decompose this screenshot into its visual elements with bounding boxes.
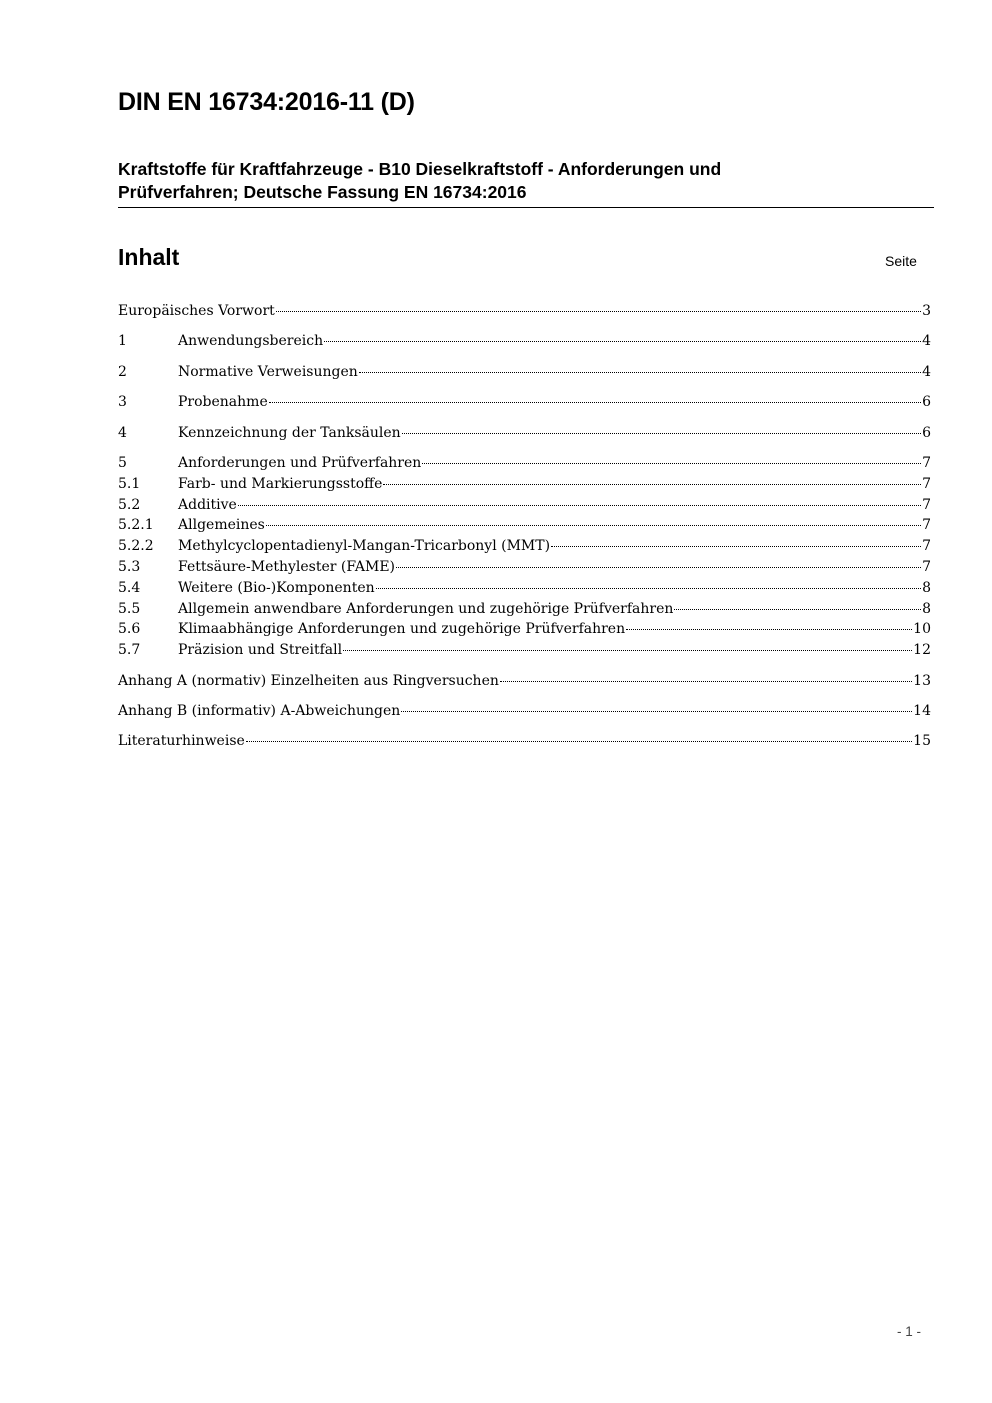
toc-entry-number: 5.6 (118, 621, 141, 638)
page-number-footer: - 1 - (897, 1324, 922, 1339)
toc-entry-number: 2 (118, 363, 127, 380)
toc-entry-title: Farb- und Markierungsstoffe (178, 475, 383, 492)
toc-entry-page: 6 (922, 394, 931, 411)
toc-entry-number: 5.7 (118, 642, 141, 659)
toc-entry-number: 5.2 (118, 496, 141, 513)
toc-entry-title: Kennzeichnung der Tanksäulen (178, 424, 401, 441)
toc-entry-page: 7 (922, 517, 931, 534)
toc-dot-leader (359, 371, 921, 373)
toc-entry[interactable] (118, 423, 931, 444)
toc-dot-leader (269, 401, 921, 403)
toc-dot-leader (266, 524, 921, 526)
toc-entry-page: 4 (922, 333, 931, 350)
toc-heading: Inhalt (118, 244, 180, 270)
toc-entry-title: Methylcyclopentadienyl-Mangan-Tricarbonyl (MMT) (178, 538, 551, 555)
toc-entry-title: Klimaabhängige Anforderungen und zugehörige Prüfverfahren (178, 621, 626, 638)
toc-entry-number: 5 (118, 454, 127, 471)
toc-entry[interactable] (118, 474, 931, 495)
toc-entry-title: Allgemeines (178, 517, 265, 534)
toc-entry-number: 1 (118, 333, 127, 350)
toc-entry-page: 8 (922, 600, 931, 617)
toc-dot-leader (500, 680, 912, 682)
toc-dot-leader (396, 566, 921, 568)
toc-dot-leader (402, 432, 921, 434)
toc-entry-page: 3 (922, 303, 931, 319)
toc-entry-number: 5.1 (118, 475, 141, 492)
toc-entry[interactable] (118, 536, 931, 557)
toc-entry[interactable] (118, 331, 931, 352)
document-title: DIN EN 16734:2016-11 (D) (118, 88, 415, 116)
toc-entry-page: 7 (922, 496, 931, 513)
toc-entry-page: 12 (913, 642, 931, 659)
toc-dot-leader (551, 545, 921, 547)
toc-entry-page: 6 (922, 424, 931, 441)
toc-dot-leader (422, 462, 921, 464)
toc-entry-page: 10 (913, 621, 931, 638)
toc-entry-number: 5.3 (118, 558, 141, 575)
toc-entry-page: 7 (922, 538, 931, 555)
toc-dot-leader (246, 740, 912, 742)
toc-entry[interactable] (118, 301, 931, 322)
toc-dot-leader (276, 310, 921, 312)
toc-entry-title: Literaturhinweise (118, 733, 245, 750)
toc-entry[interactable] (118, 578, 931, 599)
document-subtitle-line-2: Prüfverfahren; Deutsche Fassung EN 16734:2016 (118, 182, 527, 202)
toc-entry[interactable] (118, 362, 931, 383)
toc-entry-title: Anhang A (normativ) Einzelheiten aus Ringversuchen (118, 672, 499, 689)
toc-entry-title: Anwendungsbereich (178, 333, 324, 350)
toc-entry-title: Allgemein anwendbare Anforderungen und zugehörige Prüfverfahren (178, 600, 674, 617)
toc-entry-title: Weitere (Bio-)Komponenten (178, 579, 375, 596)
toc-entry-page: 13 (913, 672, 931, 689)
toc-entry[interactable] (118, 640, 931, 661)
toc-entry-title: Anforderungen und Prüfverfahren (178, 454, 422, 471)
toc-entry-title: Additive (178, 496, 237, 513)
toc-entry-page: 8 (922, 579, 931, 596)
toc-dot-leader (324, 340, 921, 342)
table-of-contents (118, 301, 931, 752)
toc-entry-title: Präzision und Streitfall (178, 642, 343, 659)
toc-entry[interactable] (118, 495, 931, 516)
toc-entry[interactable] (118, 671, 931, 692)
toc-entry-number: 5.2.2 (118, 538, 154, 555)
toc-entry-title: Probenahme (178, 394, 268, 411)
toc-entry[interactable] (118, 557, 931, 578)
document-subtitle (118, 158, 934, 208)
toc-entry-title: Anhang B (informativ) A-Abweichungen (118, 702, 401, 719)
toc-entry[interactable] (118, 731, 931, 752)
toc-dot-leader (343, 649, 912, 651)
toc-entry[interactable] (118, 515, 931, 536)
toc-entry-number: 4 (118, 424, 127, 441)
toc-dot-leader (238, 504, 921, 506)
toc-entry[interactable] (118, 453, 931, 474)
toc-entry-number: 3 (118, 394, 127, 411)
toc-entry-page: 7 (922, 454, 931, 471)
toc-entry-title: Normative Verweisungen (178, 363, 358, 380)
toc-entry[interactable] (118, 392, 931, 413)
toc-entry-number: 5.4 (118, 579, 141, 596)
toc-entry[interactable] (118, 599, 931, 620)
toc-entry-page: 14 (913, 702, 931, 719)
toc-entry-page: 7 (922, 558, 931, 575)
toc-dot-leader (674, 608, 921, 610)
toc-dot-leader (401, 710, 912, 712)
toc-entry-number: 5.2.1 (118, 517, 154, 534)
toc-entry-page: 7 (922, 475, 931, 492)
toc-dot-leader (383, 483, 921, 485)
toc-entry-page: 15 (913, 733, 931, 750)
toc-entry-title: Fettsäure-Methylester (FAME) (178, 558, 395, 575)
toc-entry-title: Europäisches Vorwort (118, 303, 275, 319)
toc-entry-page: 4 (922, 363, 931, 380)
toc-entry[interactable] (118, 619, 931, 640)
toc-dot-leader (376, 587, 921, 589)
document-subtitle-line-1: Kraftstoffe für Kraftfahrzeuge - B10 Dieselkraftstoff - Anforderungen und (118, 159, 722, 179)
toc-entry[interactable] (118, 701, 931, 722)
toc-entry-number: 5.5 (118, 600, 141, 617)
toc-dot-leader (626, 628, 912, 630)
toc-page-column-label: Seite (885, 253, 917, 269)
